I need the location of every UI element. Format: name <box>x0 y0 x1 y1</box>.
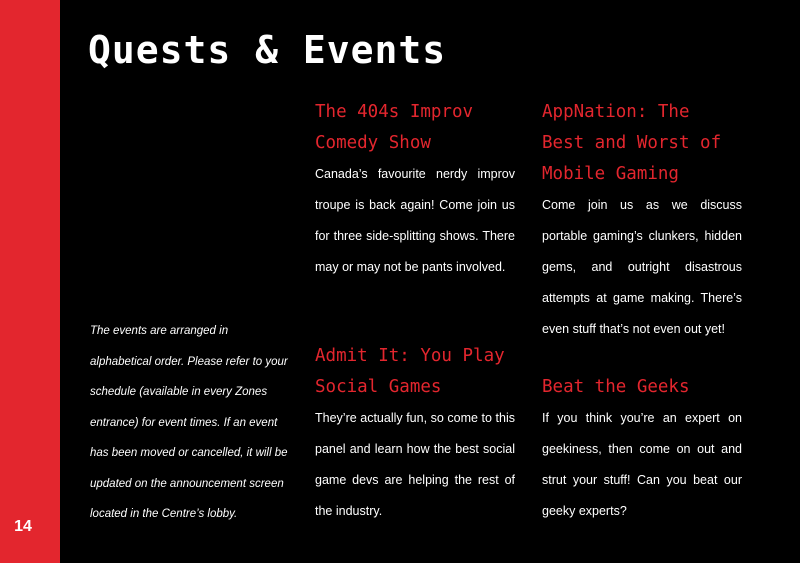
red-margin-strip <box>0 0 60 563</box>
event-beat-the-geeks <box>542 372 742 527</box>
page-title: Quests & Events <box>88 28 447 72</box>
event-description: Come join us as we discuss portable gaming’s clunkers, hidden gems, and outright disastrous attempts at game making. There’s even stuff that’s not even out yet! <box>542 198 742 336</box>
event-appnation <box>542 97 742 345</box>
event-title: Admit It: You Play Social Games <box>315 346 505 397</box>
event-title: Beat the Geeks <box>542 377 690 397</box>
page-number: 14 <box>14 518 32 535</box>
event-description: If you think you’re an expert on geekiness, then come on out and strut your stuff! Can you beat our geeky experts? <box>542 411 742 518</box>
event-description: Canada’s favourite nerdy improv troupe is back again! Come join us for three side-splitting shows. There may or may not be pants involved. <box>315 167 515 274</box>
event-title: The 404s Improv Comedy Show <box>315 102 474 153</box>
event-description: They’re actually fun, so come to this panel and learn how the best social game devs are helping the rest of the industry. <box>315 411 515 518</box>
event-title: AppNation: The Best and Worst of Mobile Gaming <box>542 102 722 184</box>
intro-note: The events are arranged in alphabetical order. Please refer to your schedule (available in every Zones entrance) for event times. If an event has been moved or cancelled, it will be updated on the announcement screen located in the Centre’s lobby. <box>90 325 288 520</box>
event-404s-improv <box>315 97 515 283</box>
event-admit-it-social-games <box>315 341 515 527</box>
